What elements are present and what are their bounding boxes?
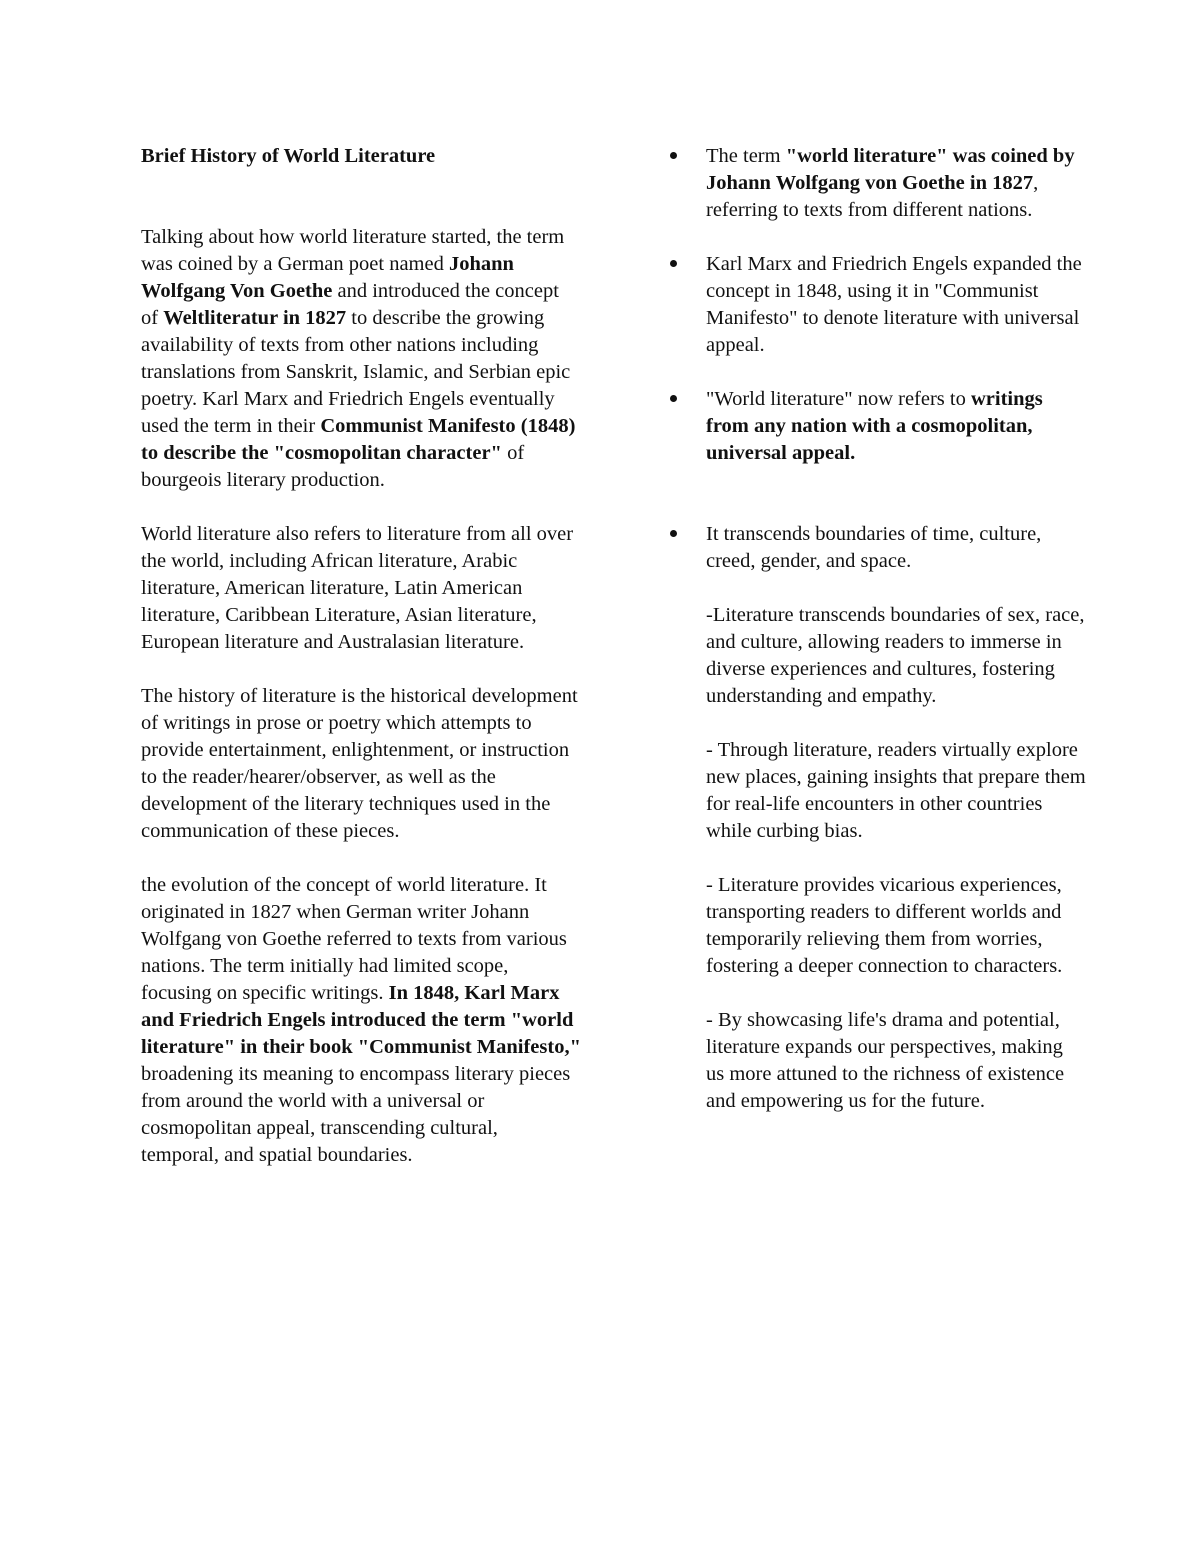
text-run: to describe the growing availability of texts from other nations including translations from Sanskrit, Islamic, and Serbian epic poetry. Karl Marx and Friedrich Engels eventually used the term in their: [141, 307, 571, 437]
text-run: The term: [706, 145, 786, 167]
sub-paragraph: - By showcasing life's drama and potential, literature expands our perspectives, making us more attuned to the richness of existence and empowering us for the future.: [706, 1009, 1065, 1112]
bullet-text: [706, 386, 1086, 467]
spacer: [666, 224, 1086, 251]
paragraph-scope: World literature also refers to literature from all over the world, including African literature, Arabic literature, American literature, Latin American literature, Caribbean Literature, Asian literature, European literature and Australasian literature.: [141, 523, 574, 653]
bullet-text: It transcends boundaries of time, culture, creed, gender, and space.: [706, 523, 1042, 572]
sub-paragraph: - Literature provides vicarious experiences, transporting readers to different worlds and temporarily relieving them from worries, fostering a deeper connection to characters.: [706, 874, 1063, 977]
bold-run: In 1848, Karl Marx and Friedrich Engels introduced the term "world literature" in their book "Communist Manifesto,": [141, 982, 581, 1058]
bullet-icon: [670, 395, 677, 402]
document-title: Brief History of World Literature: [141, 145, 436, 167]
bold-run: Communist Manifesto (1848) to describe the "cosmopolitan character": [141, 415, 576, 464]
bold-run: writings from any nation with a cosmopolitan, universal appeal.: [706, 388, 1043, 464]
bold-run: Johann Wolfgang Von Goethe: [141, 253, 514, 302]
text-run: and introduced the concept of: [141, 280, 559, 329]
bullet-text: Karl Marx and Friedrich Engels expanded the concept in 1848, using it in "Communist Manifesto" to denote literature with universal appeal.: [706, 253, 1082, 356]
bullet-item: [666, 251, 1086, 359]
paragraph-origin: [141, 224, 581, 494]
right-column: [666, 143, 1086, 1115]
text-run: broadening its meaning to encompass literary pieces from around the world with a universal or cosmopolitan appeal, transcending cultural, temporal, and spatial boundaries.: [141, 1063, 571, 1166]
spacer: [666, 359, 1086, 386]
spacer: [666, 467, 1086, 521]
text-run: Talking about how world literature started, the term was coined by a German poet named: [141, 226, 565, 275]
bullet-item: [666, 521, 1086, 575]
bullet-icon: [670, 152, 677, 159]
bullet-text: [706, 143, 1086, 224]
bullet-list: [666, 143, 1086, 575]
bullet-item: [666, 143, 1086, 224]
text-run: , referring to texts from different nations.: [706, 172, 1039, 221]
bullet-icon: [670, 260, 677, 267]
bold-run: Weltliteratur in 1827: [163, 307, 347, 329]
bullet-icon: [670, 530, 677, 537]
bold-run: "world literature" was coined by Johann Wolfgang von Goethe in 1827: [706, 145, 1075, 194]
sub-paragraph: -Literature transcends boundaries of sex, race, and culture, allowing readers to immerse in diverse experiences and cultures, fostering understanding and empathy.: [706, 604, 1085, 707]
left-column: [141, 143, 581, 1169]
text-run: the evolution of the concept of world literature. It originated in 1827 when German writer Johann Wolfgang von Goethe referred to texts from various nations. The term initially had limited scope, focusing on specific writings.: [141, 874, 567, 1004]
sub-paragraph: - Through literature, readers virtually explore new places, gaining insights that prepare them for real-life encounters in other countries while curbing bias.: [706, 739, 1086, 842]
text-run: "World literature" now refers to: [706, 388, 971, 410]
text-run: of bourgeois literary production.: [141, 442, 525, 491]
paragraph-history: The history of literature is the historical development of writings in prose or poetry which attempts to provide entertainment, enlightenment, or instruction to the reader/hearer/observer, as well as the development of the literary techniques used in the communication of these pieces.: [141, 685, 578, 842]
paragraph-evolution: [141, 872, 581, 1169]
bullet-item: [666, 386, 1086, 467]
